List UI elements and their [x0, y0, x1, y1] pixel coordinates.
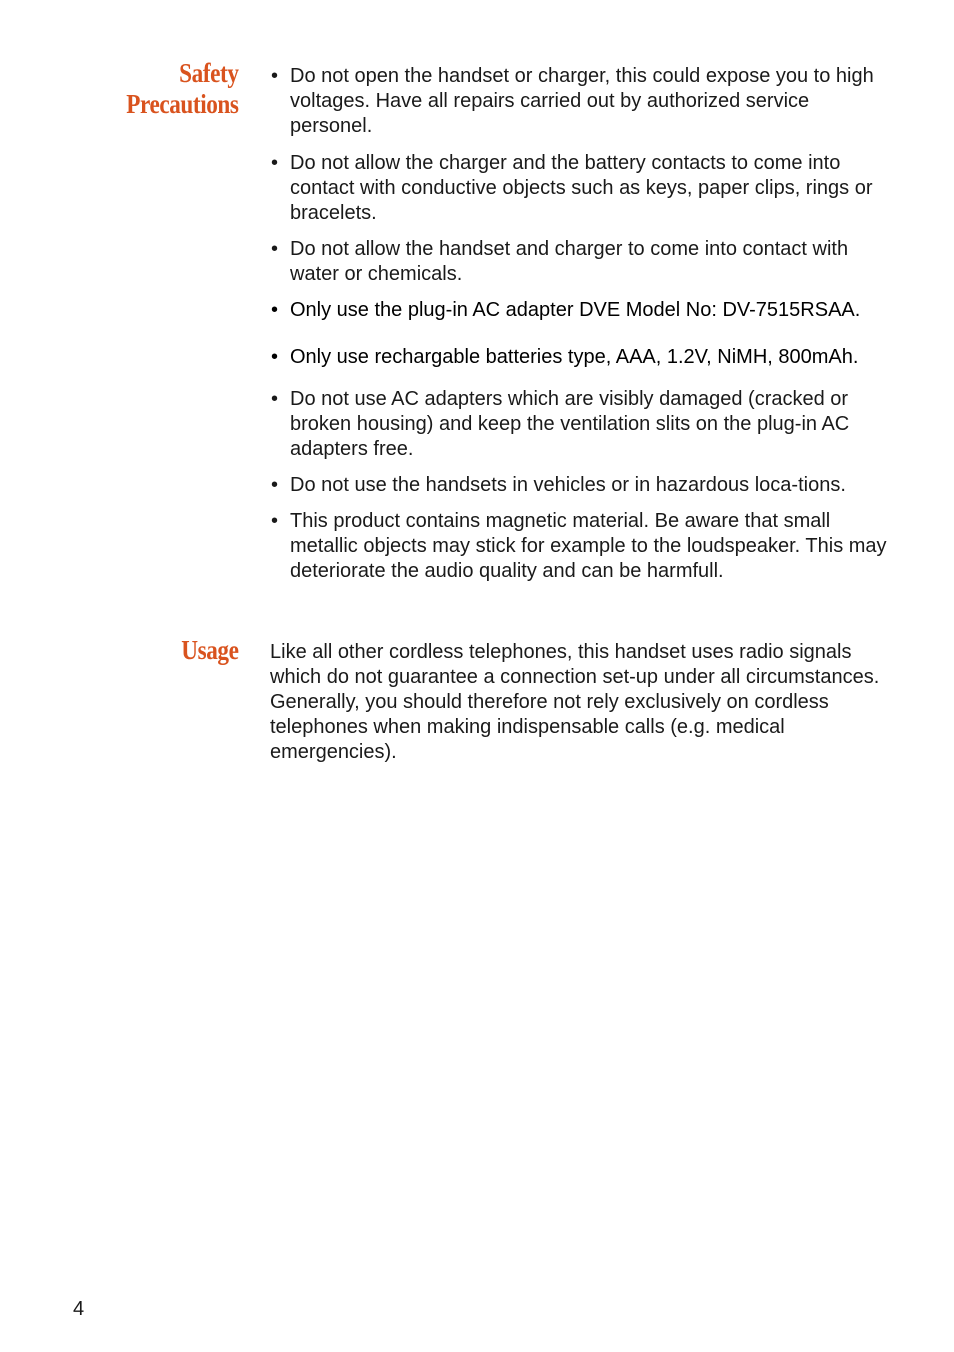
bullet-icon: • [271, 474, 279, 496]
usage-heading: Usage [180, 635, 238, 665]
bullet-text: Do not allow the handset and charger to come into contact with water or chemicals. [290, 238, 849, 285]
bullet-text: Do not use the handsets in vehicles or in hazardous loca-tions. [290, 474, 846, 496]
list-item [270, 387, 890, 462]
list-item [270, 237, 890, 287]
list-item [270, 298, 954, 323]
bullet-icon: • [271, 299, 279, 321]
bullet-text: Do not allow the charger and the battery contacts to come into contact with conductive objects such as keys, paper clips, rings or bracelets. [290, 152, 873, 224]
heading-line-2: Precautions [125, 89, 238, 119]
bullet-icon: • [271, 65, 279, 87]
bullet-icon: • [271, 346, 279, 368]
list-item [270, 151, 890, 226]
list-item [270, 473, 880, 498]
safety-precautions-heading [126, 58, 238, 120]
heading-line-1: Safety [178, 58, 238, 88]
bullet-text: Only use rechargable batteries type, AAA, 1.2V, NiMH, 800mAh. [290, 346, 859, 368]
bullet-text: Do not open the handset or charger, this could expose you to high voltages. Have all repairs carried out by authorized service personel. [290, 65, 874, 137]
bullet-text: Do not use AC adapters which are visibly damaged (cracked or broken housing) and keep the ventilation slits on the plug-in AC adapters free. [290, 388, 850, 460]
bullet-icon: • [271, 152, 279, 174]
bullet-icon: • [271, 238, 279, 260]
bullet-text: This product contains magnetic material. Be aware that small metallic objects may stick for example to the loudspeaker. This may deteriorate the audio quality and can be harmfull. [290, 510, 887, 582]
list-item [270, 509, 890, 584]
list-item [270, 345, 954, 370]
bullet-icon: • [271, 510, 279, 532]
bullet-icon: • [271, 388, 279, 410]
usage-paragraph: Like all other cordless telephones, this handset uses radio signals which do not guarantee a connection set-up under all circumstances. Generally, you should therefore not rely exclusively on cordless telephones when making indispensable calls (e.g. medical emergencies). [270, 641, 880, 763]
list-item [270, 64, 890, 139]
page-number: 4 [73, 1298, 85, 1320]
bullet-text: Only use the plug-in AC adapter DVE Model No: DV-7515RSAA. [290, 299, 861, 321]
safety-bullet-list [270, 64, 954, 584]
